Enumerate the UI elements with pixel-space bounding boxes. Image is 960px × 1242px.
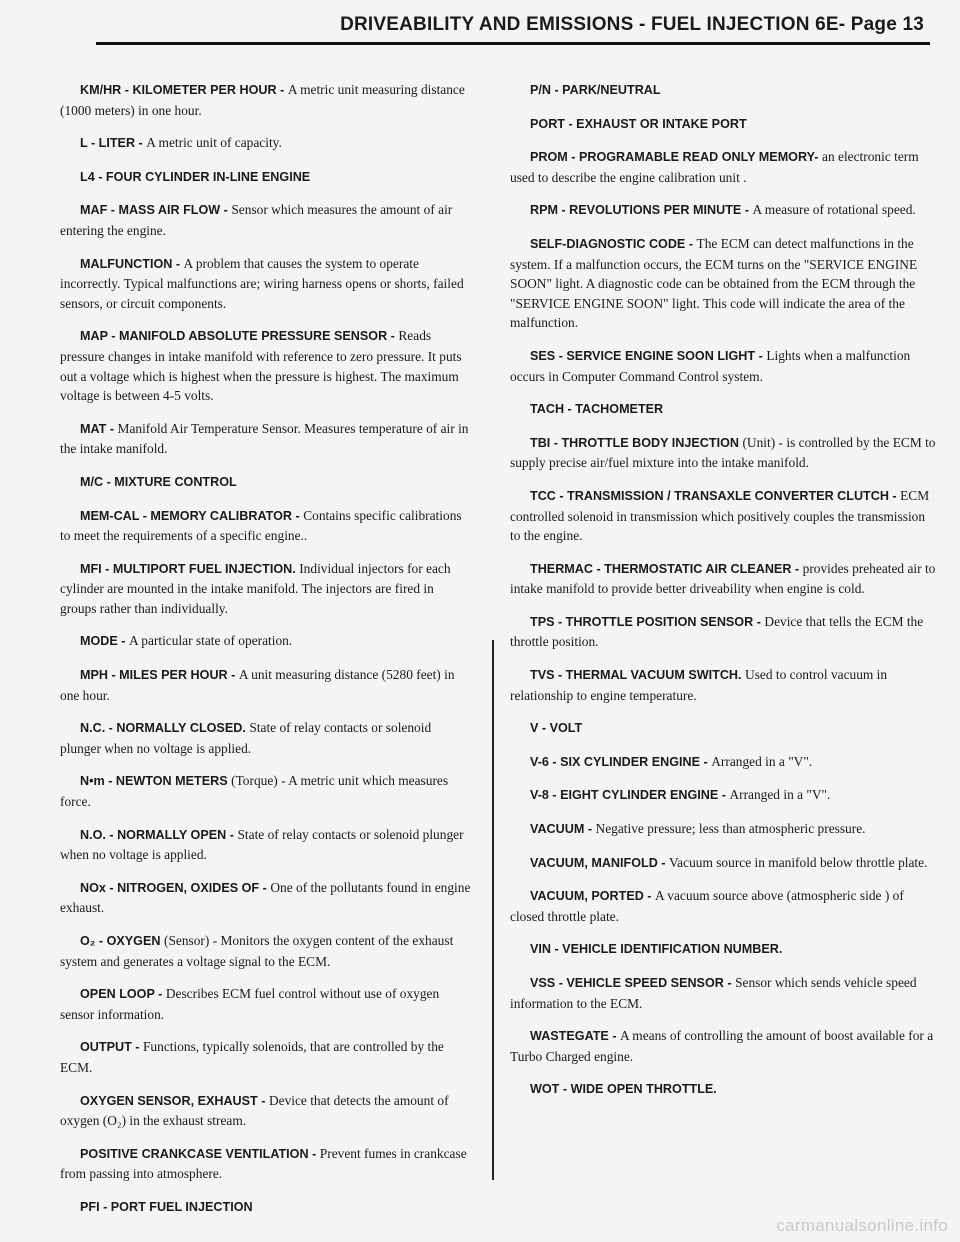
glossary-term: OUTPUT: [80, 1040, 132, 1055]
glossary-entry: [60, 665, 472, 705]
glossary-separator: -: [584, 822, 596, 837]
glossary-term: VIN - VEHICLE IDENTIFICATION NUMBER.: [530, 942, 783, 957]
glossary-definition: One of the pollutants found in engine exhaust.: [60, 879, 471, 916]
glossary-separator: -: [291, 508, 304, 523]
glossary-entry: [60, 825, 472, 865]
glossary-term: NOx - NITROGEN, OXIDES OF: [80, 880, 260, 895]
glossary-right-column: [510, 80, 938, 1113]
glossary-term: MEM-CAL - MEMORY CALIBRATOR: [80, 508, 292, 523]
glossary-entry: [510, 80, 938, 101]
glossary-separator: -: [685, 236, 697, 251]
glossary-entry: [510, 1026, 938, 1066]
glossary-definition: A metric unit measuring distance (1000 meters) in one hour.: [60, 82, 465, 118]
glossary-term: L - LITER: [80, 136, 136, 151]
glossary-entry: [60, 1144, 472, 1184]
glossary-term: O₂ - OXYGEN: [80, 934, 161, 948]
glossary-separator: -: [608, 1029, 621, 1044]
glossary-term: M/C - MIXTURE CONTROL: [80, 474, 237, 489]
glossary-term: MODE: [80, 634, 118, 649]
glossary-separator: -: [387, 329, 399, 344]
glossary-definition: Sensor which sends vehicle speed information to the ECM.: [510, 975, 917, 1011]
glossary-term: N.C. - NORMALLY CLOSED.: [80, 721, 246, 736]
glossary-definition: Used to control vacuum in relationship to engine temperature.: [510, 667, 888, 703]
glossary-separator: -: [718, 788, 730, 803]
glossary-separator: -: [220, 203, 232, 218]
glossary-separator: -: [753, 614, 765, 629]
glossary-entry: [510, 433, 938, 473]
glossary-entry: [510, 853, 938, 874]
glossary-entry: [60, 1037, 472, 1077]
glossary-entry: [60, 200, 472, 240]
glossary-term: L4 - FOUR CYLINDER IN-LINE ENGINE: [80, 169, 311, 184]
glossary-term: MAP - MANIFOLD ABSOLUTE PRESSURE SENSOR: [80, 329, 388, 344]
glossary-term: PORT - EXHAUST OR INTAKE PORT: [530, 116, 747, 131]
glossary-definition: Vacuum source in manifold below throttle plate.: [669, 854, 928, 870]
glossary-entry: [510, 973, 938, 1013]
glossary-definition: Functions, typically solenoids, that are controlled by the ECM.: [60, 1039, 444, 1075]
glossary-entry: [60, 771, 472, 811]
glossary-separator: -: [888, 488, 901, 503]
glossary-definition: Prevent fumes in crankcase from passing into atmosphere.: [60, 1145, 467, 1182]
glossary-entry: [60, 326, 472, 405]
glossary-separator: -: [172, 256, 184, 271]
glossary-definition: Reads pressure changes in intake manifold with reference to zero pressure. It puts out a voltage which is highest when the pressure is highest. The maximum voltage is between 4-5 volts.: [60, 328, 462, 404]
glossary-term: VSS - VEHICLE SPEED SENSOR: [530, 976, 724, 990]
glossary-separator: -: [257, 1093, 269, 1108]
glossary-separator: -: [131, 1040, 143, 1055]
glossary-separator: -: [276, 83, 288, 97]
glossary-separator: -: [723, 976, 736, 990]
glossary-term: TACH - TACHOMETER: [530, 402, 664, 417]
glossary-term: WOT - WIDE OPEN THROTTLE.: [530, 1082, 717, 1097]
watermark: carmanualsonline.info: [776, 1216, 948, 1235]
glossary-definition: Lights when a malfunction occurs in Computer Command Control system.: [510, 347, 911, 384]
glossary-entry: [510, 399, 938, 420]
glossary-entry: [510, 1079, 938, 1100]
glossary-entry: [510, 886, 938, 926]
glossary-term: PROM - PROGRAMABLE READ ONLY MEMORY-: [530, 150, 819, 165]
header-rule: [96, 42, 930, 45]
glossary-definition: The ECM can detect malfunctions in the system. If a malfunction occurs, the ECM turns on the "SERVICE ENGINE SOON" light. A diagnostic code can be obtained from the ECM through the "SERVICE ENGINE SOON" light. This code will indicate the area of the malfunction.: [510, 235, 918, 331]
glossary-entry: [510, 147, 938, 187]
glossary-definition: an electronic term used to describe the engine calibration unit .: [510, 149, 919, 185]
glossary-entry: [510, 785, 938, 806]
glossary-definition: provides preheated air to intake manifold to provide better driveability when engine is cold.: [510, 560, 936, 597]
glossary-left-column: [60, 80, 472, 1231]
glossary-term: MFI - MULTIPORT FUEL INJECTION.: [80, 561, 296, 576]
glossary-entry: [60, 254, 472, 314]
glossary-definition: Arranged in a "V".: [729, 787, 831, 803]
glossary-separator: -: [227, 668, 239, 683]
glossary-term: P/N - PARK/NEUTRAL: [530, 83, 661, 97]
glossary-definition: ECM controlled solenoid in transmission which positively couples the transmission to the engine.: [510, 487, 930, 544]
column-divider: [492, 640, 494, 1180]
glossary-definition: A means of controlling the amount of boost available for a Turbo Charged engine.: [510, 1028, 934, 1064]
glossary-entry: [60, 559, 472, 619]
glossary-definition: Individual injectors for each cylinder are mounted in the intake manifold. The injectors are fired in groups rather than individually.: [60, 560, 451, 616]
glossary-term: V-8 - EIGHT CYLINDER ENGINE: [530, 788, 719, 803]
glossary-definition: A metric unit of capacity.: [146, 135, 282, 151]
glossary-separator: -: [135, 136, 147, 151]
glossary-definition: Contains specific calibrations to meet the requirements of a specific engine..: [60, 507, 462, 544]
glossary-term: VACUUM, PORTED: [530, 889, 644, 904]
glossary-entry: [510, 114, 938, 135]
glossary-separator: -: [791, 561, 803, 576]
glossary-entry: [510, 665, 938, 705]
glossary-entry: [510, 559, 938, 599]
glossary-term: OPEN LOOP: [80, 987, 155, 1002]
glossary-entry: [510, 234, 938, 333]
glossary-term: MAT: [80, 421, 107, 436]
glossary-separator: -: [106, 421, 118, 436]
glossary-entry: [60, 419, 472, 459]
glossary-term: N.O. - NORMALLY OPEN: [80, 827, 227, 842]
glossary-term: KM/HR - KILOMETER PER HOUR: [80, 83, 277, 97]
glossary-separator: -: [226, 827, 238, 842]
glossary-term: MPH - MILES PER HOUR: [80, 668, 228, 683]
glossary-entry: [510, 819, 938, 840]
glossary-separator: -: [741, 203, 753, 218]
glossary-term: V - VOLT: [530, 721, 583, 736]
glossary-entry: [510, 718, 938, 739]
glossary-separator: -: [700, 754, 712, 769]
glossary-term: V-6 - SIX CYLINDER ENGINE: [530, 754, 701, 769]
glossary-definition: A measure of rotational speed.: [752, 202, 916, 218]
glossary-entry: [60, 1197, 472, 1218]
glossary-entry: [60, 133, 472, 154]
glossary-definition: Negative pressure; less than atmospheric pressure.: [595, 821, 866, 837]
glossary-separator: -: [308, 1146, 320, 1161]
glossary-separator: -: [117, 634, 129, 649]
glossary-definition: A problem that causes the system to operate incorrectly. Typical malfunctions are; wiring harness opens or shorts, failed sensors, or circuit components.: [60, 255, 464, 311]
glossary-entry: [510, 346, 938, 386]
glossary-separator: -: [643, 889, 656, 904]
glossary-term: TVS - THERMAL VACUUM SWITCH.: [530, 668, 742, 683]
glossary-definition: State of relay contacts or solenoid plunger when no voltage is applied.: [60, 826, 464, 863]
glossary-term: SES - SERVICE ENGINE SOON LIGHT: [530, 348, 756, 363]
glossary-entry: [60, 80, 472, 120]
glossary-term: VACUUM, MANIFOLD: [530, 855, 658, 870]
glossary-term: TPS - THROTTLE POSITION SENSOR: [530, 614, 754, 629]
glossary-definition: A vacuum source above (atmospheric side ) of closed throttle plate.: [510, 888, 904, 924]
glossary-entry: [510, 486, 938, 546]
glossary-separator: -: [154, 987, 166, 1002]
glossary-definition: (Sensor) - Monitors the oxygen content of the exhaust system and generates a voltage signal to the ECM.: [60, 933, 454, 969]
glossary-entry: [60, 931, 472, 971]
glossary-definition: State of relay contacts or solenoid plunger when no voltage is applied.: [60, 720, 432, 756]
glossary-entry: [60, 878, 472, 918]
glossary-definition: A particular state of operation.: [128, 633, 293, 649]
glossary-separator: -: [755, 348, 767, 363]
glossary-entry: [60, 631, 472, 652]
glossary-separator: -: [657, 855, 669, 870]
glossary-entry: [60, 472, 472, 493]
glossary-term: THERMAC - THERMOSTATIC AIR CLEANER: [530, 561, 792, 576]
glossary-term: N•m - NEWTON METERS: [80, 774, 228, 789]
glossary-term: VACUUM: [530, 822, 585, 837]
glossary-definition: Arranged in a "V".: [711, 753, 813, 769]
glossary-term: RPM - REVOLUTIONS PER MINUTE: [530, 203, 742, 218]
glossary-entry: [510, 612, 938, 652]
glossary-term: MAF - MASS AIR FLOW: [80, 203, 221, 218]
glossary-entry: [510, 939, 938, 960]
glossary-term: PFI - PORT FUEL INJECTION: [80, 1199, 253, 1214]
page-header: DRIVEABILITY AND EMISSIONS - FUEL INJECTION 6E- Page 13: [340, 14, 924, 35]
glossary-definition: Device that detects the amount of oxygen (O₂) in the exhaust stream.: [60, 1092, 449, 1129]
glossary-definition: Sensor which measures the amount of air entering the engine.: [60, 202, 453, 238]
glossary-term: OXYGEN SENSOR, EXHAUST: [80, 1093, 258, 1108]
glossary-entry: [510, 200, 938, 221]
glossary-term: TBI - THROTTLE BODY INJECTION: [530, 435, 739, 450]
glossary-entry: [60, 718, 472, 758]
glossary-term: WASTEGATE: [530, 1029, 609, 1044]
glossary-definition: Describes ECM fuel control without use of oxygen sensor information.: [60, 986, 440, 1022]
glossary-definition: A unit measuring distance (5280 feet) in one hour.: [60, 667, 455, 703]
glossary-term: SELF-DIAGNOSTIC CODE: [530, 236, 686, 251]
glossary-entry: [60, 984, 472, 1024]
glossary-definition: (Torque) - A metric unit which measures force.: [60, 773, 449, 810]
glossary-entry: [60, 167, 472, 188]
glossary-separator: -: [259, 880, 271, 895]
glossary-definition: (Unit) - is controlled by the ECM to supply precise air/fuel mixture into the intake manifold.: [510, 434, 936, 471]
glossary-term: TCC - TRANSMISSION / TRANSAXLE CONVERTER CLUTCH: [530, 488, 889, 503]
glossary-entry: [510, 752, 938, 773]
glossary-definition: Manifold Air Temperature Sensor. Measures temperature of air in the intake manifold.: [60, 420, 469, 457]
glossary-term: MALFUNCTION: [80, 256, 173, 271]
glossary-entry: [60, 1091, 472, 1131]
glossary-entry: [60, 506, 472, 546]
glossary-definition: Device that tells the ECM the throttle position.: [510, 613, 924, 650]
glossary-term: POSITIVE CRANKCASE VENTILATION: [80, 1146, 309, 1161]
